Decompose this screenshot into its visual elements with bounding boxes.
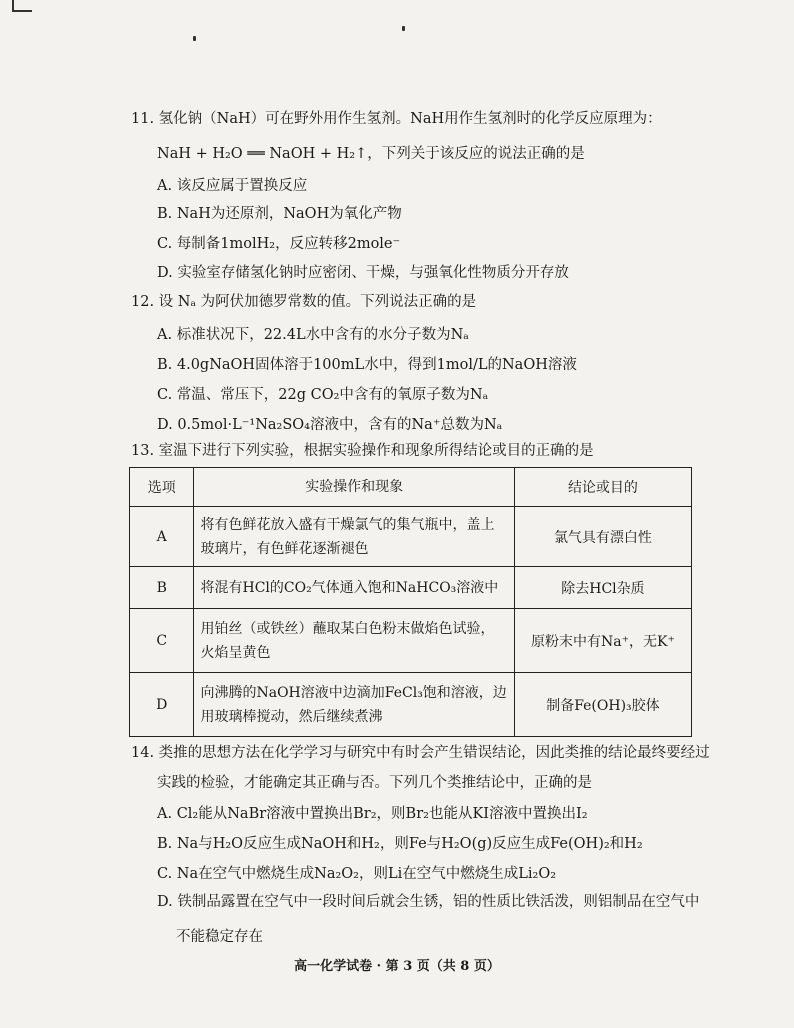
q11-stem: 11. 氢化钠（NaH）可在野外用作生氢剂。NaH用作生氢剂时的化学反应原理为： xyxy=(131,111,662,127)
q11-equation: NaH + H₂O ══ NaOH + H₂↑，下列关于该反应的说法正确的是 xyxy=(157,146,585,162)
row-conclusion: 氯气具有漂白性 xyxy=(514,507,691,567)
header-conclusion: 结论或目的 xyxy=(514,468,691,507)
table-row xyxy=(130,609,692,673)
table-row xyxy=(130,567,692,609)
q14-stem: 14. 类推的思想方法在化学学习与研究中有时会产生错误结论，因此类推的结论最终要经过 xyxy=(131,745,710,761)
table-header-row xyxy=(130,468,692,507)
row-conclusion: 原粉末中有Na⁺，无K⁺ xyxy=(514,609,691,673)
q11-option-c: C. 每制备1molH₂，反应转移2mole⁻ xyxy=(157,236,401,252)
q14-option-d-cont: 不能稳定存在 xyxy=(176,929,263,945)
table-row xyxy=(130,673,692,737)
page-footer: 高一化学试卷 · 第 3 页（共 8 页） xyxy=(294,959,500,974)
q12-option-d: D. 0.5mol·L⁻¹Na₂SO₄溶液中，含有的Na⁺总数为Nₐ xyxy=(157,417,503,433)
q12-stem: 12. 设 Nₐ 为阿伏加德罗常数的值。下列说法正确的是 xyxy=(131,294,477,310)
q11-option-a: A. 该反应属于置换反应 xyxy=(157,178,308,194)
experiment-table xyxy=(129,467,692,737)
corner-mark xyxy=(12,0,32,12)
row-option: A xyxy=(130,507,194,567)
header-option: 选项 xyxy=(130,468,194,507)
row-operation: 将有色鲜花放入盛有干燥氯气的集气瓶中，盖上玻璃片，有色鲜花逐渐褪色 xyxy=(194,507,514,567)
q14-option-d: D. 铁制品露置在空气中一段时间后就会生锈，铝的性质比铁活泼，则铝制品在空气中 xyxy=(157,894,700,910)
q14-option-a: A. Cl₂能从NaBr溶液中置换出Br₂，则Br₂也能从KI溶液中置换出I₂ xyxy=(157,806,588,822)
q12-option-c: C. 常温、常压下，22g CO₂中含有的氧原子数为Nₐ xyxy=(157,387,489,403)
table-row xyxy=(130,507,692,567)
q14-stem-cont: 实践的检验，才能确定其正确与否。下列几个类推结论中，正确的是 xyxy=(157,775,592,791)
q14-option-b: B. Na与H₂O反应生成NaOH和H₂，则Fe与H₂O(g)反应生成Fe(OH)₂和H₂ xyxy=(157,836,643,852)
q12-option-b: B. 4.0gNaOH固体溶于100mL水中，得到1mol/L的NaOH溶液 xyxy=(157,357,577,373)
row-conclusion: 制备Fe(OH)₃胶体 xyxy=(514,673,691,737)
q11-option-b: B. NaH为还原剂，NaOH为氧化产物 xyxy=(157,206,402,222)
row-option: B xyxy=(130,567,194,609)
row-operation: 用铂丝（或铁丝）蘸取某白色粉末做焰色试验，火焰呈黄色 xyxy=(194,609,514,673)
scan-dot xyxy=(402,26,405,31)
q13-stem: 13. 室温下进行下列实验，根据实验操作和现象所得结论或目的正确的是 xyxy=(131,443,594,459)
q12-option-a: A. 标准状况下，22.4L水中含有的水分子数为Nₐ xyxy=(157,327,469,343)
row-conclusion: 除去HCl杂质 xyxy=(514,567,691,609)
row-option: D xyxy=(130,673,194,737)
q14-option-c: C. Na在空气中燃烧生成Na₂O₂，则Li在空气中燃烧生成Li₂O₂ xyxy=(157,866,557,882)
q11-option-d: D. 实验室存储氢化钠时应密闭、干燥，与强氧化性物质分开存放 xyxy=(157,265,569,281)
header-operation: 实验操作和现象 xyxy=(194,468,514,507)
row-option: C xyxy=(130,609,194,673)
row-operation: 向沸腾的NaOH溶液中边滴加FeCl₃饱和溶液，边用玻璃棒搅动，然后继续煮沸 xyxy=(194,673,514,737)
row-operation: 将混有HCl的CO₂气体通入饱和NaHCO₃溶液中 xyxy=(194,567,514,609)
scan-dot xyxy=(193,36,196,41)
